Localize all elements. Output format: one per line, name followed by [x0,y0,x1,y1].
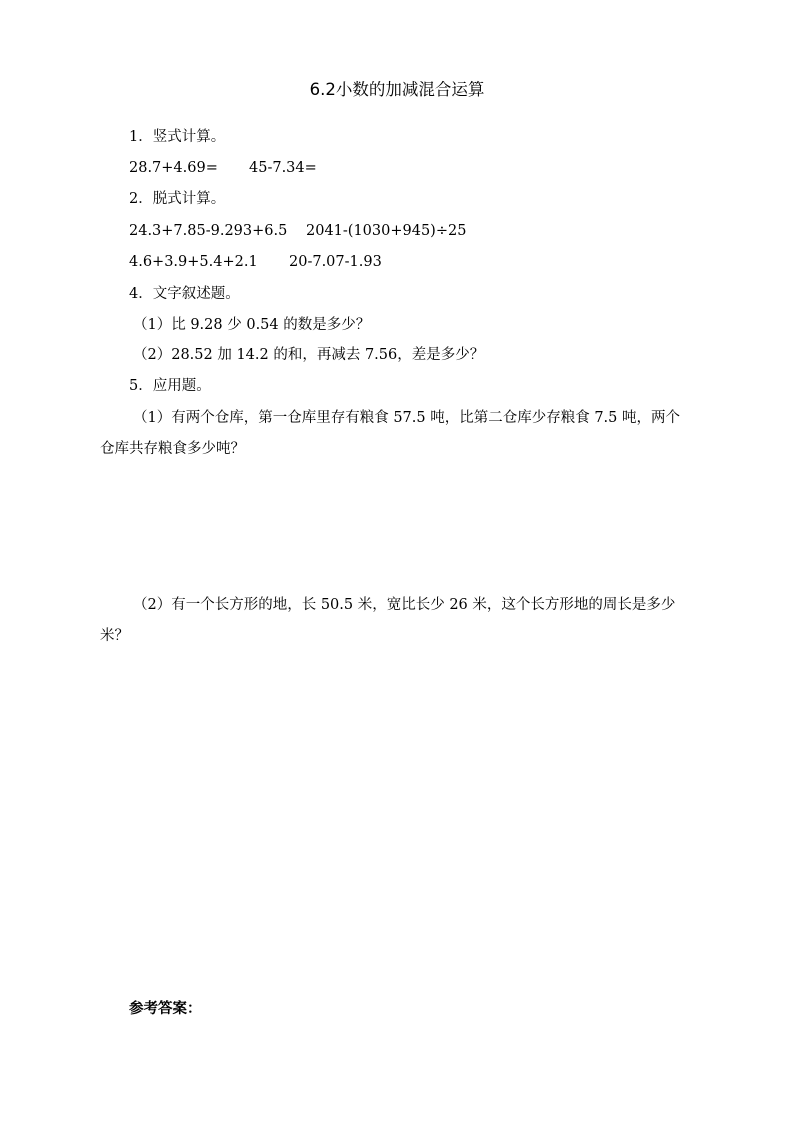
q2-expression-4: 20-7.07-1.93 [289,254,382,270]
q5-item-2-line-1: （2）有一个长方形的地，长 50.5 米，宽比长少 26 米，这个长方形地的周长是多少 [133,597,676,613]
q2-expression-1: 24.3+7.85-9.293+6.5 [129,223,288,239]
q5-item-1-line-2: 仓库共存粮食多少吨？ [100,441,245,457]
q1-expression-2: 45-7.34= [249,160,317,176]
page-title: 6.2小数的加减混合运算 [309,80,485,99]
q1-heading: 1．竖式计算。 [129,129,226,145]
q2-expression-3: 4.6+3.9+5.4+2.1 [129,254,258,270]
q5-item-2-line-2: 米？ [100,628,129,644]
q1-expression-1: 28.7+4.69= [129,160,218,176]
q4-item-2: （2）28.52 加 14.2 的和，再减去 7.56，差是多少？ [133,347,485,363]
q2-expression-2: 2041-(1030+945)÷25 [306,223,467,239]
q4-heading: 4．文字叙述题。 [129,286,240,302]
answers-label: 参考答案： [129,1001,202,1017]
q5-item-1-line-1: （1）有两个仓库，第一仓库里存有粮食 57.5 吨，比第二仓库少存粮食 7.5 吨，两个 [133,410,681,426]
q2-heading: 2．脱式计算。 [129,191,226,207]
q4-item-1: （1）比 9.28 少 0.54 的数是多少？ [133,317,371,333]
q5-heading: 5．应用题。 [129,378,211,394]
